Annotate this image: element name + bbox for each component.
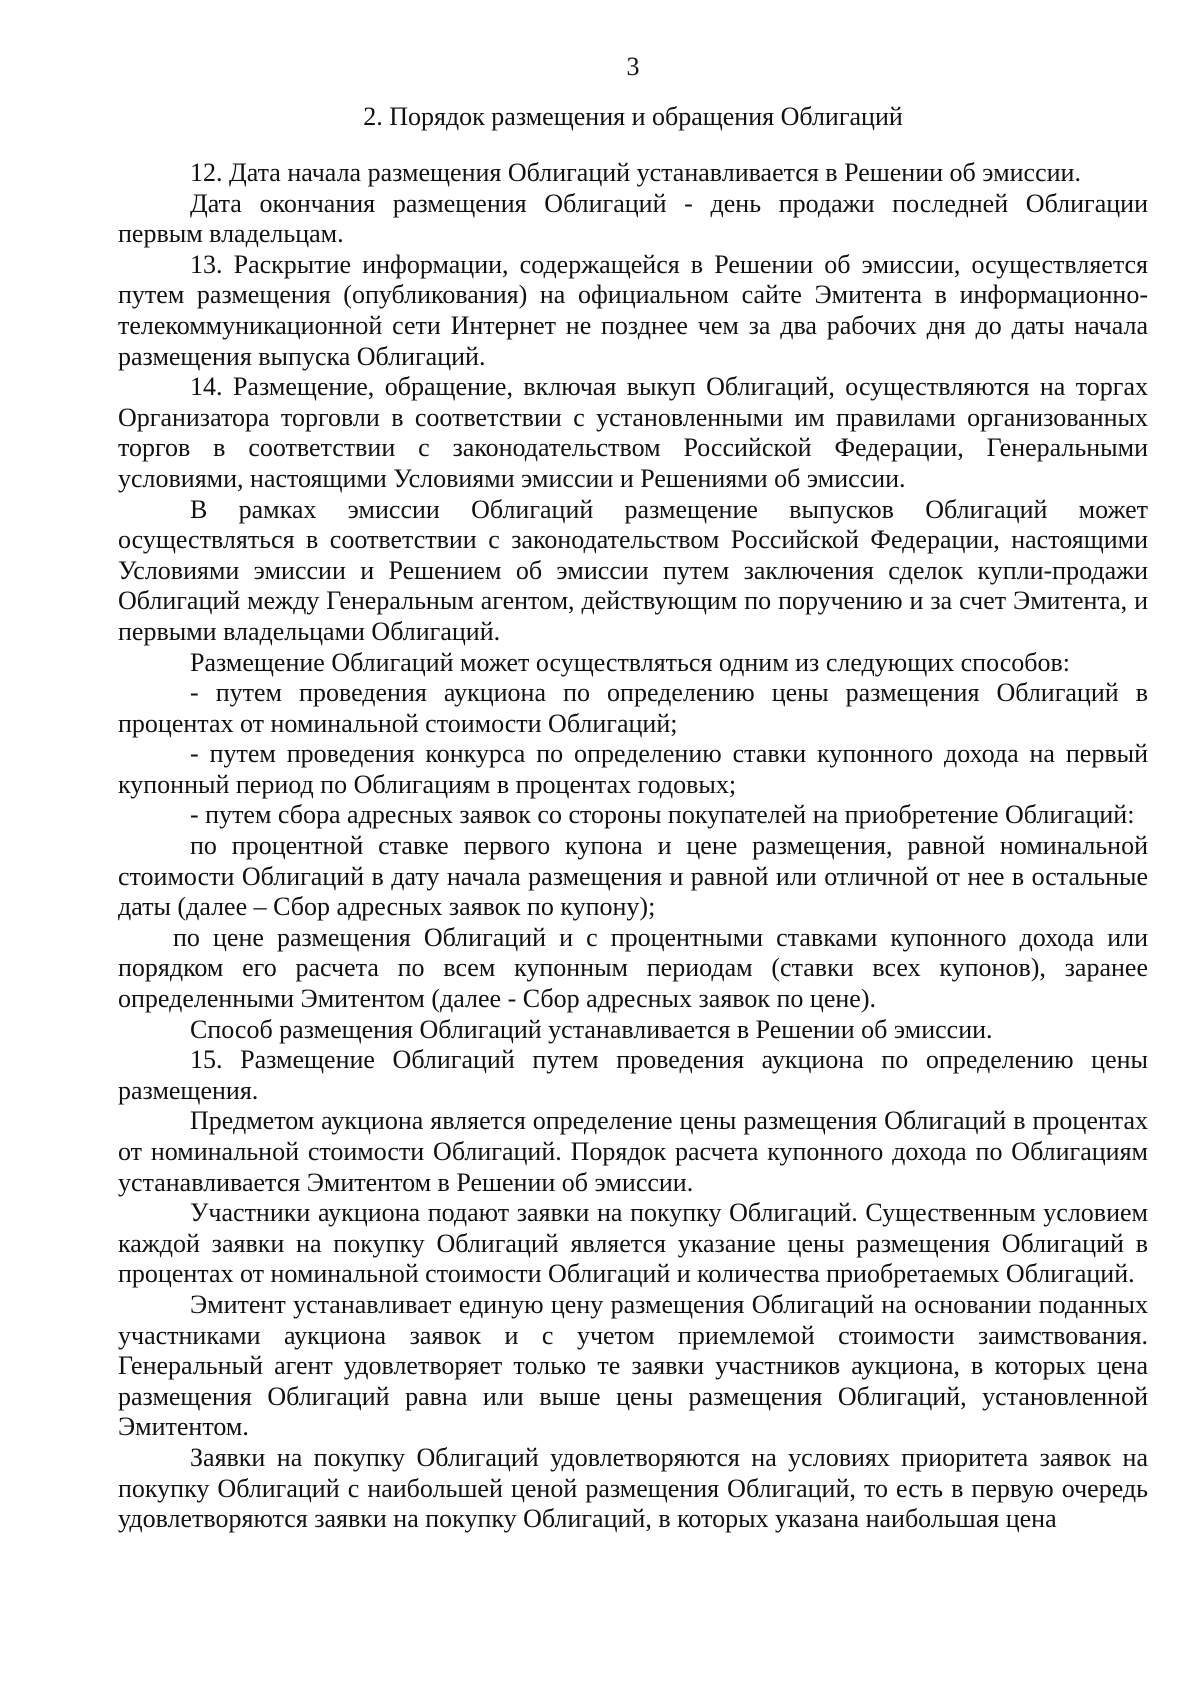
paragraph-13: 13. Раскрытие информации, содержащейся в Решении об эмиссии, осуществляется путем размещения (опубликования) на официальном сайте Эмитента в информационно-телекоммуникационной сети Интернет не позднее чем за два рабочих дня до даты начала размещения выпуска Облигаций. <box>118 249 1148 371</box>
document-page <box>118 52 1148 1535</box>
list-subitem-price: по цене размещения Облигаций и с процентными ставками купонного дохода или порядком его расчета по всем купонным периодам (ставки всех купонов), заранее определенными Эмитентом (далее - Сбор адресных заявок по цене). <box>118 922 1148 1014</box>
list-item-book-building: - путем сбора адресных заявок со стороны покупателей на приобретение Облигаций: <box>190 800 1135 830</box>
paragraph-placement-methods: Размещение Облигаций может осуществляться одним из следующих способов: <box>190 647 1071 677</box>
paragraph-15: 15. Размещение Облигаций путем проведения аукциона по определению цены размещения. <box>118 1045 1148 1105</box>
list-subitem-coupon: по процентной ставке первого купона и цене размещения, равной номинальной стоимости Облигаций в дату начала размещения и равной или отличной от нее в остальные даты (далее – Сбор адресных заявок по купону); <box>118 831 1148 922</box>
paragraph-method-defined: Способ размещения Облигаций устанавливается в Решении об эмиссии. <box>190 1014 993 1044</box>
paragraph-auction-participants: Участники аукциона подают заявки на покупку Облигаций. Существенным условием каждой заявки на покупку Облигаций является указание цены размещения Облигаций в процентах от номинальной стоимости Облигаций и количества приобретаемых Облигаций. <box>118 1198 1148 1289</box>
paragraph-12: 12. Дата начала размещения Облигаций устанавливается в Решении об эмиссии. <box>190 158 1081 187</box>
page-number: 3 <box>626 52 640 81</box>
paragraph-bid-priority: Заявки на покупку Облигаций удовлетворяются на условиях приоритета заявок на покупку Облигаций с наибольшей ценой размещения Облигаций, то есть в первую очередь удовлетворяются заявки на покупку Облигаций, в которых указана наибольшая цена <box>118 1442 1148 1534</box>
paragraph-auction-subject: Предметом аукциона является определение цены размещения Облигаций в процентах от номинальной стоимости Облигаций. Порядок расчета купонного дохода по Облигациям устанавливается Эмитентом в Решении об эмиссии. <box>118 1106 1148 1197</box>
section-title: 2. Порядок размещения и обращения Облигаций <box>363 102 903 131</box>
paragraph-issuer-price: Эмитент устанавливает единую цену размещения Облигаций на основании поданных участниками аукциона заявок и с учетом приемлемой стоимости заимствования. Генеральный агент удовлетворяет только те заявки участников аукциона, в которых цена размещения Облигаций равна или выше цены размещения Облигаций, установленной Эмитентом. <box>118 1289 1148 1442</box>
paragraph-placement-end-date: Дата окончания размещения Облигаций - день продажи последней Облигации первым владельцам. <box>118 188 1148 249</box>
paragraph-14: 14. Размещение, обращение, включая выкуп Облигаций, осуществляются на торгах Организатора торговли в соответствии с установленными им правилами организованных торгов в соответствии с законодательством Российской Федерации, Генеральными условиями, настоящими Условиями эмиссии и Решениями об эмиссии. <box>118 372 1148 493</box>
paragraph-placement-framework: В рамках эмиссии Облигаций размещение выпусков Облигаций может осуществляться в соответствии с законодательством Российской Федерации, настоящими Условиями эмиссии и Решением об эмиссии путем заключения сделок купли-продажи Облигаций между Генеральным агентом, действующим по поручению и за счет Эмитента, и первыми владельцами Облигаций. <box>118 494 1148 646</box>
list-item-auction: - путем проведения аукциона по определению цены размещения Облигаций в процентах от номинальной стоимости Облигаций; <box>118 678 1148 738</box>
list-item-tender: - путем проведения конкурса по определению ставки купонного дохода на первый купонный период по Облигациям в процентах годовых; <box>118 739 1148 799</box>
